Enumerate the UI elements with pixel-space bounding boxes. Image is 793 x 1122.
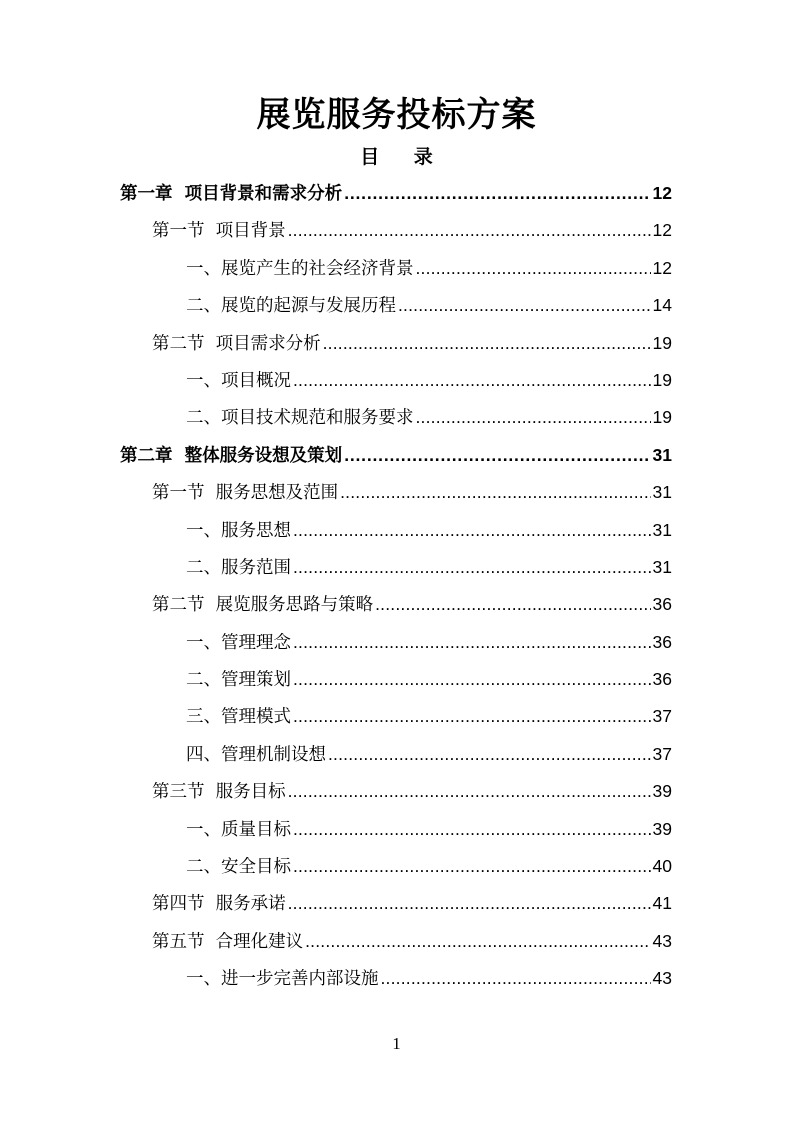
- toc-entry[interactable]: [0, 923, 672, 960]
- toc-entry[interactable]: [0, 848, 672, 885]
- toc-entry[interactable]: [0, 175, 672, 212]
- toc-entry-label: 二、安全目标: [186, 857, 291, 878]
- toc-entry-page: 19: [652, 369, 672, 390]
- toc-heading: 目 录: [360, 146, 447, 168]
- toc-entry-page: 37: [652, 706, 672, 727]
- toc-leader-dots: [293, 667, 651, 691]
- page-number: 1: [392, 1034, 401, 1053]
- toc-entry-page: 19: [652, 407, 672, 428]
- toc-leader-dots: [293, 854, 651, 878]
- toc-leader-dots: [398, 293, 651, 317]
- toc-leader-dots: [344, 443, 650, 467]
- toc-entry-label: 第二节 项目需求分析: [152, 333, 321, 354]
- toc-leader-dots: [288, 779, 651, 803]
- toc-entry-page: 12: [652, 257, 672, 278]
- toc-entry-label: 二、展览的起源与发展历程: [186, 296, 396, 317]
- toc-entry-page: 39: [652, 781, 672, 802]
- toc-entry[interactable]: [0, 661, 672, 698]
- document-title: 展览服务投标方案: [256, 95, 537, 135]
- toc-entry-page: 40: [652, 856, 672, 877]
- toc-entry[interactable]: [0, 773, 672, 810]
- toc-entry-label: 第四节 服务承诺: [152, 894, 286, 915]
- toc-entry[interactable]: [0, 250, 672, 287]
- toc-entry-label: 一、管理理念: [186, 632, 291, 653]
- toc-entry[interactable]: [0, 885, 672, 922]
- table-of-contents: [0, 175, 793, 998]
- toc-entry-page: 43: [652, 968, 672, 989]
- toc-entry-label: 第五节 合理化建议: [152, 931, 304, 952]
- toc-entry-page: 41: [652, 893, 672, 914]
- toc-entry-page: 36: [652, 669, 672, 690]
- toc-leader-dots: [381, 966, 651, 990]
- toc-leader-dots: [305, 929, 650, 953]
- toc-leader-dots: [293, 817, 651, 841]
- toc-entry[interactable]: [0, 624, 672, 661]
- toc-leader-dots: [375, 592, 650, 616]
- toc-entry-page: 19: [652, 332, 672, 353]
- toc-entry-label: 一、服务思想: [186, 520, 291, 541]
- toc-entry-page: 37: [652, 743, 672, 764]
- toc-leader-dots: [293, 368, 651, 392]
- toc-entry[interactable]: [0, 287, 672, 324]
- toc-entry-page: 12: [652, 183, 672, 203]
- toc-leader-dots: [328, 742, 651, 766]
- toc-entry-label: 第二章 整体服务设想及策划: [120, 445, 343, 466]
- toc-entry-page: 31: [652, 556, 672, 577]
- toc-leader-dots: [323, 331, 651, 355]
- toc-leader-dots: [288, 218, 651, 242]
- toc-entry-page: 14: [652, 295, 672, 316]
- toc-entry[interactable]: [0, 437, 672, 474]
- toc-leader-dots: [293, 704, 651, 728]
- toc-leader-dots: [416, 405, 651, 429]
- toc-leader-dots: [416, 256, 651, 280]
- toc-entry-label: 三、管理模式: [186, 707, 291, 728]
- toc-entry[interactable]: [0, 736, 672, 773]
- toc-entry[interactable]: [0, 399, 672, 436]
- toc-entry[interactable]: [0, 811, 672, 848]
- toc-entry[interactable]: [0, 586, 672, 623]
- toc-entry-label: 二、服务范围: [186, 557, 291, 578]
- toc-entry-page: 43: [652, 930, 672, 951]
- toc-leader-dots: [340, 480, 650, 504]
- toc-leader-dots: [344, 181, 650, 205]
- toc-entry[interactable]: [0, 325, 672, 362]
- toc-entry-label: 第三节 服务目标: [152, 782, 286, 803]
- toc-entry-label: 一、质量目标: [186, 819, 291, 840]
- toc-entry-page: 39: [652, 818, 672, 839]
- toc-entry[interactable]: [0, 362, 672, 399]
- toc-entry-label: 四、管理机制设想: [186, 744, 326, 765]
- toc-entry[interactable]: [0, 474, 672, 511]
- toc-leader-dots: [288, 891, 651, 915]
- toc-entry-label: 第一节 服务思想及范围: [152, 483, 339, 504]
- toc-entry-page: 12: [652, 220, 672, 241]
- toc-entry-page: 31: [652, 482, 672, 503]
- toc-entry-page: 31: [652, 519, 672, 540]
- toc-entry[interactable]: [0, 212, 672, 249]
- toc-entry[interactable]: [0, 960, 672, 997]
- toc-entry-label: 一、展览产生的社会经济背景: [186, 258, 414, 279]
- toc-entry-label: 二、管理策划: [186, 670, 291, 691]
- toc-entry[interactable]: [0, 512, 672, 549]
- toc-entry-page: 31: [652, 444, 672, 465]
- toc-leader-dots: [293, 518, 651, 542]
- toc-entry-label: 第二节 展览服务思路与策略: [152, 595, 374, 616]
- toc-entry-page: 36: [652, 594, 672, 615]
- toc-entry-label: 第一节 项目背景: [152, 221, 286, 242]
- toc-entry-label: 第一章 项目背景和需求分析: [120, 184, 343, 204]
- toc-leader-dots: [293, 630, 651, 654]
- toc-entry-label: 一、项目概况: [186, 370, 291, 391]
- toc-entry[interactable]: [0, 549, 672, 586]
- toc-leader-dots: [293, 555, 651, 579]
- toc-entry-label: 一、进一步完善内部设施: [186, 969, 379, 990]
- toc-entry-label: 二、项目技术规范和服务要求: [186, 408, 414, 429]
- toc-entry[interactable]: [0, 698, 672, 735]
- toc-entry-page: 36: [652, 631, 672, 652]
